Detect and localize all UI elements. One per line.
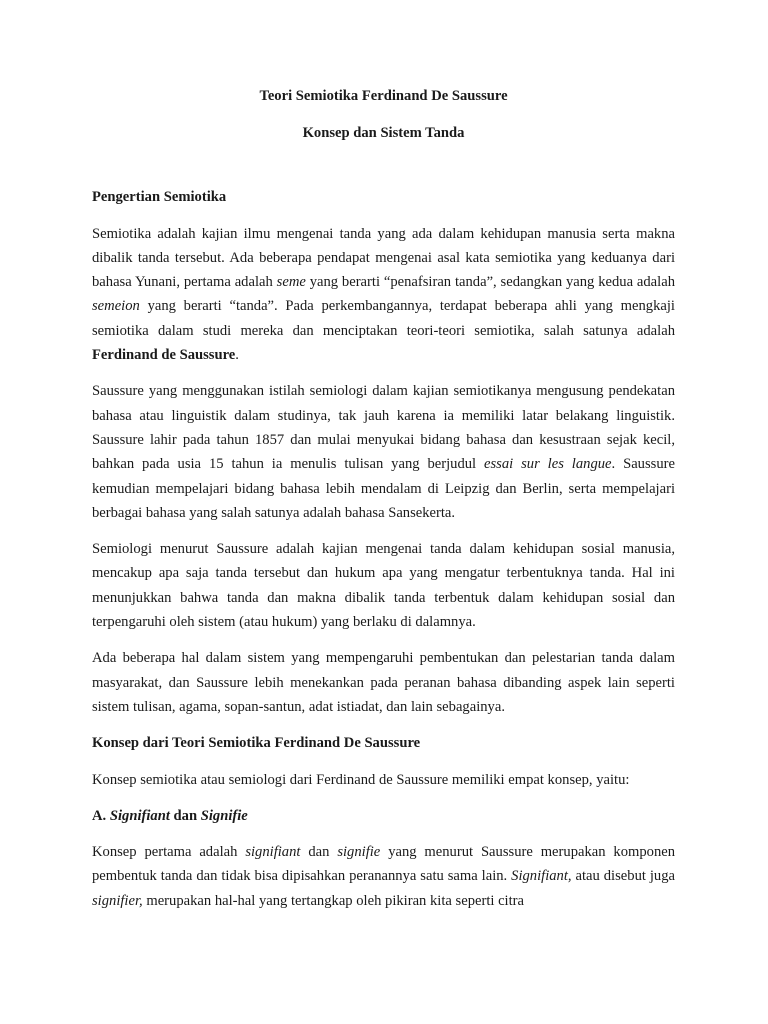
text-run: dan	[308, 844, 330, 861]
subheading-term-signifiant: Signifiant	[109, 807, 170, 824]
section-heading-konsep: Konsep dari Teori Semiotika Ferdinand De Saussure	[92, 735, 421, 752]
italic-term-signifie: signifie	[337, 844, 381, 861]
document-title: Teori Semiotika Ferdinand De Saussure	[259, 88, 508, 104]
italic-term-semeion: semeion	[92, 298, 140, 315]
paragraph-pengertian-2	[92, 379, 675, 525]
italic-term-signifiant-2: Signifiant,	[511, 868, 572, 885]
document-page	[92, 84, 675, 925]
paragraph-pengertian-1	[92, 222, 675, 368]
italic-term-signifier: signifier,	[92, 892, 143, 909]
text-run: atau disebut juga	[575, 868, 675, 885]
paragraph-konsep-intro: Konsep semiotika atau semiologi dari Ferdinand de Saussure memiliki empat konsep, yaitu:	[92, 771, 630, 788]
subheading-term-signifie: Signifie	[200, 807, 248, 824]
subheading-join: dan	[173, 807, 198, 824]
italic-term-signifiant: signifiant	[245, 844, 301, 861]
bold-name-saussure: Ferdinand de Saussure	[92, 347, 236, 364]
text-run: yang berarti “tanda”. Pada perkembangannya, terdapat beberapa ahli yang mengkaji semiotika dalam studi mereka dan menciptakan teori-teori semiotika, salah satunya adalah	[92, 298, 675, 339]
text-run: yang menurut Saussure merupakan komponen pembentuk tanda dan tidak bisa dipisahkan peranannya satu sama lain.	[92, 844, 676, 885]
text-run: Semiotika adalah kajian ilmu mengenai tanda yang ada dalam kehidupan manusia serta makna dibalik tanda tersebut. Ada beberapa pendapat mengenai asal kata semiotika yang keduanya dari bahasa Yunani, pertama adalah	[92, 225, 675, 291]
text-run: Konsep pertama adalah	[92, 844, 238, 861]
document-subtitle: Konsep dan Sistem Tanda	[302, 124, 465, 141]
text-run: . Saussure kemudian mempelajari bidang bahasa lebih mendalam di Leipzig dan Berlin, serta mempelajari berbagai bahasa yang salah satunya adalah bahasa Sansekerta.	[92, 456, 675, 521]
italic-term-seme: seme	[276, 274, 306, 291]
text-run: merupakan hal-hal yang tertangkap oleh pikiran kita seperti citra	[146, 892, 525, 909]
subheading-signifiant-signifie	[92, 804, 675, 828]
italic-title-essai: essai sur les langue	[484, 456, 612, 473]
paragraph-pengertian-4: Ada beberapa hal dalam sistem yang mempengaruhi pembentukan dan pelestarian tanda dalam masyarakat, dan Saussure lebih menekankan pada peranan bahasa dibanding aspek lain seperti sistem tulisan, agama, sopan-santun, adat istiadat, dan lain sebagainya.	[92, 650, 675, 715]
paragraph-konsep-signifiant	[92, 840, 675, 913]
text-run: yang berarti “penafsiran tanda”, sedangkan yang kedua adalah	[309, 274, 675, 291]
paragraph-pengertian-3: Semiologi menurut Saussure adalah kajian mengenai tanda dalam kehidupan sosial manusia, mencakup apa saja tanda tersebut dan hukum apa yang mengatur terbentuknya tanda. Hal ini menunjukkan bahwa tanda dan makna dibalik tanda terbentuk dalam kehidupan sosial dan terpengaruhi oleh sistem (atau hukum) yang berlaku di dalamnya.	[92, 541, 675, 631]
text-run: Saussure yang menggunakan istilah semiologi dalam kajian semiotikanya mengusung pendekatan bahasa atau linguistik dalam studinya, tak jauh karena ia memiliki latar belakang linguistik. Saussure lahir pada tahun 1857 dan mulai menyukai bidang bahasa dan kesustraan sejak kecil, bahkan pada usia 15 tahun ia menulis tulisan yang berjudul	[92, 383, 675, 473]
subheading-prefix: A.	[92, 807, 107, 824]
section-heading-pengertian: Pengertian Semiotika	[92, 189, 227, 206]
text-run: .	[235, 347, 239, 364]
